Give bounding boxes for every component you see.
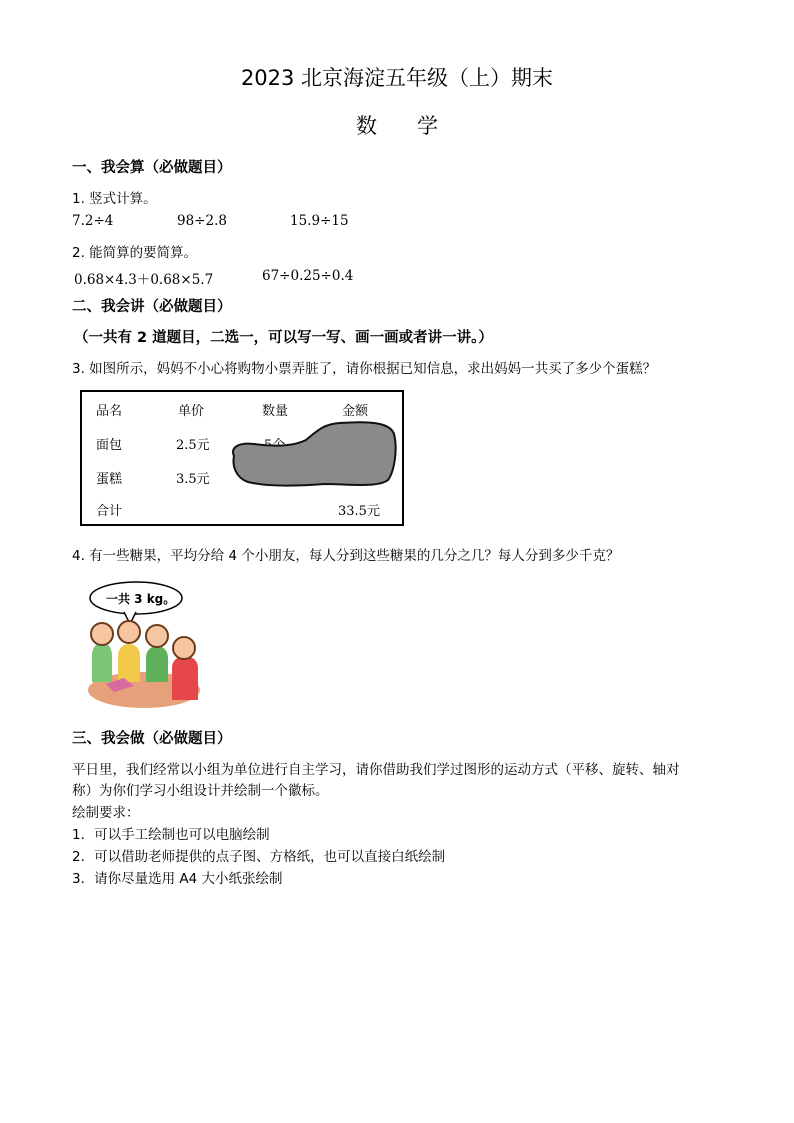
receipt-header-qty: 数量 [262,404,289,419]
receipt-total-label: 合计 [96,504,123,519]
receipt-header-amount: 金额 [342,404,369,419]
section-2-heading: 二、我会讲（必做题目） [72,299,232,315]
calc-item-3: 15.9÷15 [290,213,349,229]
ink-stain [228,420,398,490]
section-2-note: （一共有 2 道题目，二选一，可以写一写、画一画或者讲一讲。） [74,330,493,346]
requirements-title: 绘制要求： [72,805,140,821]
subject-title: 数学 [356,114,478,138]
receipt-header-price: 单价 [178,404,205,419]
question-3-text: 3. 如图所示，妈妈不小心将购物小票弄脏了，请你根据已知信息，求出妈妈一共买了多少个蛋糕？ [72,361,657,377]
receipt-row-2-price: 3.5元 [176,472,210,487]
receipt-row-1-name: 面包 [96,438,123,453]
requirement-3: 3．请你尽量选用 A4 大小纸张绘制 [72,871,283,887]
receipt-header-name: 品名 [96,404,123,419]
shopping-receipt [80,390,404,526]
section-3-heading: 三、我会做（必做题目） [72,731,232,747]
children-illustration [84,578,204,708]
calc-item-1: 7.2÷4 [72,213,114,229]
question-2-label: 2. 能简算的要简算。 [72,245,198,261]
question-1-label: 1. 竖式计算。 [72,191,157,207]
receipt-row-2-name: 蛋糕 [96,472,123,487]
section-3-paragraph-line-2: 称）为你们学习小组设计并绘制一个徽标。 [72,783,329,799]
simplify-item-2: 67÷0.25÷0.4 [262,268,354,284]
section-1-heading: 一、我会算（必做题目） [72,160,232,176]
simplify-item-1: 0.68×4.3＋0.68×5.7 [74,272,214,288]
question-4-text: 4. 有一些糖果，平均分给 4 个小朋友，每人分到这些糖果的几分之几？每人分到多少千克？ [72,548,620,564]
calc-item-2: 98÷2.8 [177,213,227,229]
requirement-1: 1．可以手工绘制也可以电脑绘制 [72,827,270,843]
speech-bubble-text: 一共 3 kg。 [106,592,176,606]
requirement-2: 2．可以借助老师提供的点子图、方格纸，也可以直接白纸绘制 [72,849,446,865]
receipt-total-value: 33.5元 [338,504,380,519]
page-title: 2023 北京海淀五年级（上）期末 [240,66,554,90]
receipt-row-1-price: 2.5元 [176,438,210,453]
section-3-paragraph-line-1: 平日里，我们经常以小组为单位进行自主学习，请你借助我们学过图形的运动方式（平移、旋转、轴对 [72,762,680,778]
